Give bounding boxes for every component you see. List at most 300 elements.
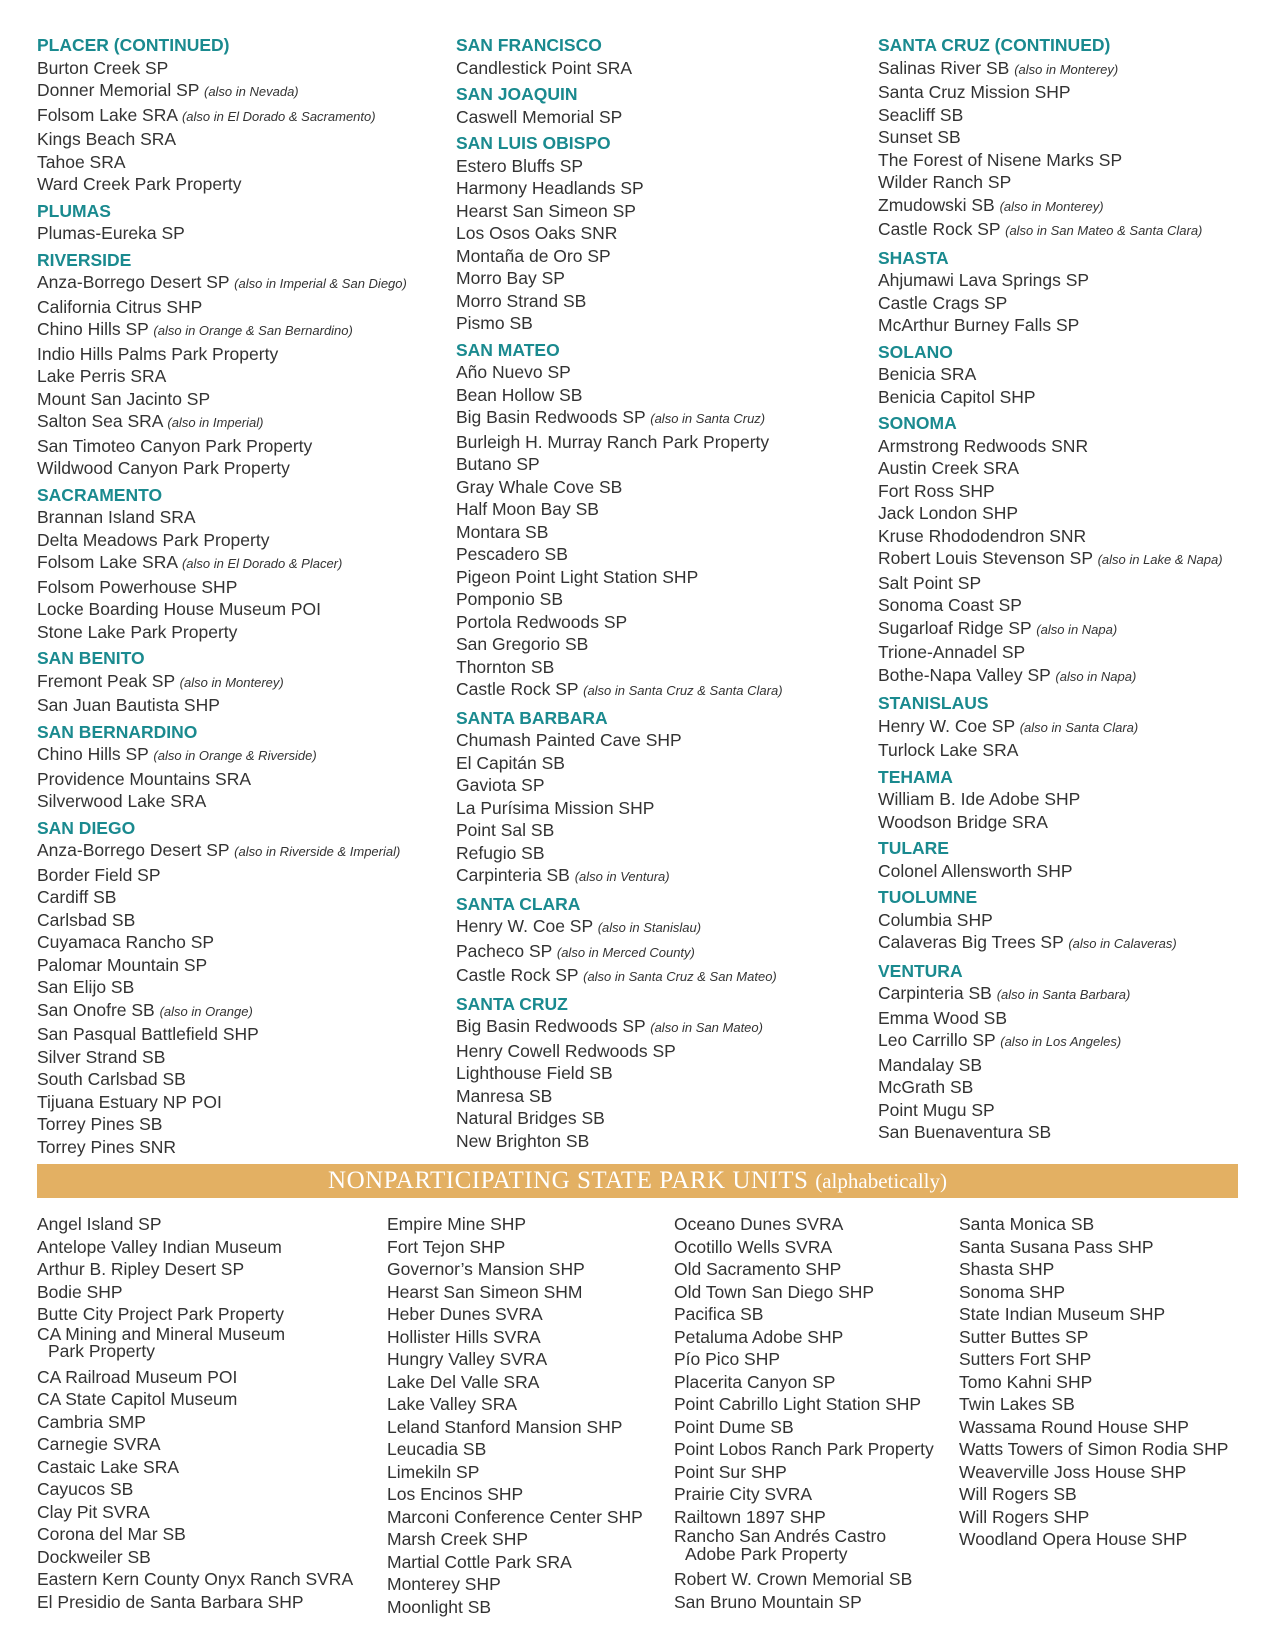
park-name: Hearst San Simeon SHM xyxy=(387,1281,583,1302)
park-item xyxy=(37,151,407,174)
park-item xyxy=(878,149,1223,172)
park-name: Will Rogers SB xyxy=(959,1484,1077,1504)
park-item xyxy=(456,964,783,989)
park-name: Henry Cowell Redwoods SP xyxy=(456,1040,676,1061)
park-item xyxy=(456,633,783,656)
park-name: Tomo Kahni SHP xyxy=(959,1371,1093,1392)
park-name: Wilder Ranch SP xyxy=(878,172,1012,192)
park-name: San Elijo SB xyxy=(37,977,135,997)
county-heading: SANTA CLARA xyxy=(456,893,581,914)
park-name: Salt Point SP xyxy=(878,572,982,593)
park-name: Lake Perris SRA xyxy=(37,366,167,386)
park-item xyxy=(37,976,407,999)
park-name: Santa Susana Pass SHP xyxy=(959,1236,1154,1257)
park-name: Salton Sea SRA xyxy=(37,411,163,431)
park-name: Columbia SHP xyxy=(878,909,993,930)
park-name: Brannan Island SRA xyxy=(37,507,196,527)
nonparticipating-park xyxy=(674,1393,934,1416)
nonparticipating-park xyxy=(674,1591,934,1614)
park-item xyxy=(456,797,783,820)
park-name: Leucadia SB xyxy=(387,1439,487,1459)
park-name: Lake Valley SRA xyxy=(387,1394,518,1414)
park-name: Antelope Valley Indian Museum xyxy=(37,1236,282,1257)
park-item xyxy=(878,547,1223,572)
park-name: Dockweiler SB xyxy=(37,1546,151,1567)
park-name: California Citrus SHP xyxy=(37,296,203,317)
park-name: Twin Lakes SB xyxy=(959,1394,1075,1414)
park-item xyxy=(878,931,1223,956)
park-item xyxy=(37,365,407,388)
nonparticipating-park xyxy=(387,1326,643,1349)
park-name: Cayucos SB xyxy=(37,1479,134,1499)
park-name: Donner Memorial SP xyxy=(37,80,200,100)
nonparticipating-park xyxy=(37,1281,353,1304)
park-item xyxy=(878,314,1223,337)
park-name: Butano SP xyxy=(456,454,540,474)
park-item xyxy=(456,752,783,775)
nonparticipating-park xyxy=(959,1393,1228,1416)
park-name: Point Sal SB xyxy=(456,820,555,840)
park-item xyxy=(37,57,407,80)
park-item xyxy=(456,678,783,703)
park-note: (also in Santa Cruz & San Mateo) xyxy=(583,969,777,984)
park-item xyxy=(37,931,407,954)
park-name: Pismo SB xyxy=(456,313,533,333)
nonparticipating-park xyxy=(959,1483,1228,1506)
park-item xyxy=(456,521,783,544)
park-name: McGrath SB xyxy=(878,1077,974,1097)
nonparticipating-banner xyxy=(37,1164,1238,1198)
park-item xyxy=(37,222,407,245)
park-item xyxy=(878,81,1223,104)
park-item xyxy=(37,435,407,458)
park-name: Torrey Pines SNR xyxy=(37,1136,177,1157)
nonparticipating-park xyxy=(387,1281,643,1304)
park-name: Chumash Painted Cave SHP xyxy=(456,730,682,750)
nonparticipating-park xyxy=(674,1568,934,1591)
park-item xyxy=(37,1091,407,1114)
park-note: (also in Riverside & Imperial) xyxy=(234,844,401,859)
county-heading: VENTURA xyxy=(878,960,963,981)
park-item xyxy=(37,909,407,932)
nonparticipating-park xyxy=(387,1213,643,1236)
park-name: The Forest of Nisene Marks SP xyxy=(878,149,1123,170)
park-item xyxy=(456,361,783,384)
county-heading: TUOLUMNE xyxy=(878,887,978,907)
nonparticipating-park xyxy=(37,1501,353,1524)
park-name: Plumas-Eureka SP xyxy=(37,223,185,243)
nonparticipating-park xyxy=(959,1506,1228,1529)
park-item xyxy=(37,104,407,129)
park-name: Prairie City SVRA xyxy=(674,1484,813,1504)
park-name: Castle Rock SP xyxy=(456,679,579,699)
park-name: Calaveras Big Trees SP xyxy=(878,932,1064,952)
park-name: Limekiln SP xyxy=(387,1461,480,1482)
park-name: Half Moon Bay SB xyxy=(456,499,599,519)
park-item xyxy=(878,860,1223,883)
park-note: (also in Monterey) xyxy=(179,674,284,690)
park-item xyxy=(456,177,783,200)
park-name: Cambria SMP xyxy=(37,1411,146,1432)
park-name: Austin Creek SRA xyxy=(878,458,1020,478)
park-item xyxy=(878,480,1223,503)
county-heading: SANTA CRUZ xyxy=(456,993,568,1014)
park-name: Palomar Mountain SP xyxy=(37,954,208,975)
park-item xyxy=(37,1068,407,1091)
park-item xyxy=(878,909,1223,932)
park-item xyxy=(456,245,783,268)
park-note: (also in Napa) xyxy=(1036,621,1118,637)
nonparticipating-park xyxy=(674,1528,934,1568)
park-item xyxy=(878,363,1223,386)
park-note: (also in Merced County) xyxy=(556,944,695,960)
nonparticipating-park xyxy=(387,1573,643,1596)
park-name: Shasta SHP xyxy=(959,1259,1055,1279)
park-name: Trione-Annadel SP xyxy=(878,642,1026,662)
park-name: Fremont Peak SP xyxy=(37,670,175,691)
park-name: Santa Cruz Mission SHP xyxy=(878,82,1071,102)
park-name: Mandalay SB xyxy=(878,1054,983,1075)
nonparticipating-park xyxy=(37,1591,353,1614)
park-name: Tahoe SRA xyxy=(37,151,126,172)
park-item xyxy=(878,739,1223,762)
county-heading: SAN LUIS OBISPO xyxy=(456,133,611,153)
park-note: (also in Lake & Napa) xyxy=(1097,552,1223,567)
park-name: Weaverville Joss House SHP xyxy=(959,1461,1187,1482)
park-name: Moonlight SB xyxy=(387,1596,492,1617)
park-name: San Pasqual Battlefield SHP xyxy=(37,1024,259,1044)
park-name: South Carlsbad SB xyxy=(37,1069,186,1089)
park-name: Castle Rock SP xyxy=(456,965,579,985)
park-name: Henry W. Coe SP xyxy=(878,715,1015,736)
nonparticipating-park xyxy=(959,1236,1228,1259)
park-note: (also in Los Angeles) xyxy=(1000,1034,1122,1049)
park-name: Chino Hills SP xyxy=(37,319,149,339)
nonparticipating-park xyxy=(37,1236,353,1259)
park-item xyxy=(878,811,1223,834)
park-name: Castaic Lake SRA xyxy=(37,1456,180,1477)
park-note: (also in San Mateo) xyxy=(650,1020,763,1035)
park-name: Monterey SHP xyxy=(387,1574,501,1594)
park-name: Marsh Creek SHP xyxy=(387,1529,529,1549)
park-item xyxy=(878,788,1223,811)
park-name: Bothe-Napa Valley SP xyxy=(878,664,1051,685)
park-item xyxy=(456,729,783,752)
park-name: Burton Creek SP xyxy=(37,57,169,78)
nonparticipating-park xyxy=(959,1303,1228,1326)
park-item xyxy=(878,1121,1223,1144)
park-name: State Indian Museum SHP xyxy=(959,1304,1166,1324)
park-name: Sonoma Coast SP xyxy=(878,595,1022,615)
park-item xyxy=(878,1054,1223,1077)
park-item xyxy=(878,218,1223,243)
park-item xyxy=(37,621,407,644)
park-note: (also in El Dorado & Placer) xyxy=(181,556,343,571)
park-item xyxy=(878,1029,1223,1054)
park-name: Zmudowski SB xyxy=(878,194,995,215)
park-name: Railtown 1897 SHP xyxy=(674,1506,826,1527)
park-item xyxy=(878,525,1223,548)
park-name: Point Lobos Ranch Park Property xyxy=(674,1439,934,1459)
park-name: Gray Whale Cove SB xyxy=(456,476,623,497)
nonparticipating-park xyxy=(387,1236,643,1259)
county-heading: SOLANO xyxy=(878,341,953,362)
park-note: (also in Stanislau) xyxy=(597,920,702,935)
park-item xyxy=(37,768,407,791)
park-item xyxy=(37,999,407,1024)
nonparticipating-park xyxy=(674,1348,934,1371)
nonparticipating-park xyxy=(37,1478,353,1501)
nonparticipating-park xyxy=(37,1323,353,1366)
park-name: Indio Hills Palms Park Property xyxy=(37,343,279,364)
park-name: Pacifica SB xyxy=(674,1304,764,1324)
park-name: Anza-Borrego Desert SP xyxy=(37,840,230,860)
park-name: Manresa SB xyxy=(456,1085,553,1106)
park-item xyxy=(456,57,783,80)
park-note: (also in Nevada) xyxy=(203,84,299,99)
park-item xyxy=(456,611,783,634)
park-name: Refugio SB xyxy=(456,842,545,863)
park-item xyxy=(878,617,1223,642)
park-note: (also in Calaveras) xyxy=(1068,936,1177,951)
nonparticipating-park xyxy=(37,1523,353,1546)
park-item xyxy=(37,79,407,104)
park-name: Armstrong Redwoods SNR xyxy=(878,435,1089,456)
park-name: Sunset SB xyxy=(878,127,961,147)
park-note: (also in Napa) xyxy=(1055,668,1137,684)
park-name: Kings Beach SRA xyxy=(37,129,177,149)
park-item xyxy=(878,435,1223,458)
participating-column-1 xyxy=(37,34,407,1158)
park-name: Castle Rock SP xyxy=(878,219,1001,239)
park-note: (also in Monterey) xyxy=(1014,61,1119,77)
park-item xyxy=(878,57,1223,82)
park-item xyxy=(456,566,783,589)
park-item xyxy=(456,453,783,476)
nonparticipating-park xyxy=(387,1258,643,1281)
park-item xyxy=(456,267,783,290)
park-name: Point Dume SB xyxy=(674,1416,794,1437)
nonparticipating-park xyxy=(37,1388,353,1411)
park-name: San Bruno Mountain SP xyxy=(674,1591,862,1612)
nonparticipating-park xyxy=(959,1528,1228,1551)
nonparticipating-park xyxy=(959,1371,1228,1394)
park-item xyxy=(878,292,1223,315)
park-item xyxy=(37,410,407,435)
nonparticipating-column-1 xyxy=(37,1213,353,1613)
park-item xyxy=(37,1046,407,1069)
nonparticipating-park xyxy=(387,1303,643,1326)
nonparticipating-column-4 xyxy=(959,1213,1228,1551)
park-item xyxy=(878,982,1223,1007)
park-item xyxy=(456,222,783,245)
park-item xyxy=(878,572,1223,595)
park-name: Arthur B. Ripley Desert SP xyxy=(37,1259,245,1279)
park-name: Carpinteria SB xyxy=(456,865,570,885)
park-item xyxy=(878,641,1223,664)
park-item xyxy=(37,743,407,768)
park-name: El Presidio de Santa Barbara SHP xyxy=(37,1591,304,1612)
park-name: Anza-Borrego Desert SP xyxy=(37,272,230,292)
nonparticipating-park xyxy=(674,1371,934,1394)
county-heading: TULARE xyxy=(878,838,949,858)
park-name: Stone Lake Park Property xyxy=(37,621,238,642)
park-name: Marconi Conference Center SHP xyxy=(387,1506,643,1527)
county-heading: SANTA BARBARA xyxy=(456,707,608,728)
park-name: Fort Tejon SHP xyxy=(387,1236,506,1257)
park-name: Salinas River SB xyxy=(878,57,1010,78)
park-item xyxy=(878,457,1223,480)
park-name: La Purísima Mission SHP xyxy=(456,797,655,818)
banner-subtitle: (alphabetically) xyxy=(815,1169,947,1193)
park-name: Will Rogers SHP xyxy=(959,1506,1090,1527)
park-item xyxy=(456,312,783,335)
county-heading: SAN MATEO xyxy=(456,339,560,360)
park-item xyxy=(37,271,407,296)
park-name: Pigeon Point Light Station SHP xyxy=(456,566,699,587)
nonparticipating-park xyxy=(674,1461,934,1484)
park-name-continued: Adobe Park Property xyxy=(685,1543,848,1564)
park-name: Wildwood Canyon Park Property xyxy=(37,458,290,478)
park-item xyxy=(37,694,407,717)
nonparticipating-park xyxy=(674,1281,934,1304)
park-note: (also in Ventura) xyxy=(574,869,670,884)
nonparticipating-column-2 xyxy=(387,1213,643,1618)
park-name: William B. Ide Adobe SHP xyxy=(878,789,1081,809)
nonparticipating-park xyxy=(959,1281,1228,1304)
park-item xyxy=(456,431,783,454)
park-item xyxy=(37,839,407,864)
park-item xyxy=(37,343,407,366)
park-name: Colonel Allensworth SHP xyxy=(878,860,1073,881)
park-name: Big Basin Redwoods SP xyxy=(456,407,646,427)
park-name: Bean Hollow SB xyxy=(456,384,583,405)
nonparticipating-park xyxy=(387,1371,643,1394)
nonparticipating-park xyxy=(387,1438,643,1461)
park-name: Candlestick Point SRA xyxy=(456,57,633,78)
park-name: Old Town San Diego SHP xyxy=(674,1281,875,1302)
park-item xyxy=(456,406,783,431)
park-name: Petaluma Adobe SHP xyxy=(674,1326,844,1347)
nonparticipating-park xyxy=(959,1258,1228,1281)
park-name: Point Mugu SP xyxy=(878,1099,995,1120)
park-note: (also in Santa Cruz & Santa Clara) xyxy=(583,683,783,698)
county-heading: SANTA CRUZ (CONTINUED) xyxy=(878,35,1111,55)
park-name: Oceano Dunes SVRA xyxy=(674,1214,844,1234)
park-name: Los Osos Oaks SNR xyxy=(456,223,618,243)
park-note: (also in Santa Cruz) xyxy=(650,411,766,426)
nonparticipating-park xyxy=(959,1461,1228,1484)
park-note: (also in El Dorado & Sacramento) xyxy=(181,108,376,124)
park-item xyxy=(456,200,783,223)
nonparticipating-park xyxy=(674,1213,934,1236)
park-name: Eastern Kern County Onyx Ranch SVRA xyxy=(37,1569,354,1589)
park-name: Butte City Project Park Property xyxy=(37,1304,285,1324)
park-name: Morro Strand SB xyxy=(456,290,587,311)
park-name: Rancho San Andrés Castro xyxy=(674,1526,887,1546)
nonparticipating-park xyxy=(387,1596,643,1619)
park-item xyxy=(456,915,783,940)
nonparticipating-park xyxy=(37,1258,353,1281)
park-item xyxy=(37,128,407,151)
park-name: Sutters Fort SHP xyxy=(959,1349,1092,1369)
nonparticipating-park xyxy=(387,1416,643,1439)
park-name: Harmony Headlands SP xyxy=(456,178,644,198)
park-item xyxy=(37,173,407,196)
park-name: Hearst San Simeon SP xyxy=(456,200,636,221)
park-item xyxy=(37,506,407,529)
park-name: Ocotillo Wells SVRA xyxy=(674,1236,833,1257)
park-name: Henry W. Coe SP xyxy=(456,916,593,936)
park-name: Angel Island SP xyxy=(37,1214,162,1234)
nonparticipating-park xyxy=(959,1348,1228,1371)
county-heading: TEHAMA xyxy=(878,766,953,787)
park-name: Natural Bridges SB xyxy=(456,1108,605,1128)
county-heading: RIVERSIDE xyxy=(37,249,132,270)
park-item xyxy=(37,1113,407,1136)
park-name: Gaviota SP xyxy=(456,775,545,795)
nonparticipating-park xyxy=(674,1416,934,1439)
park-name: Leland Stanford Mansion SHP xyxy=(387,1416,623,1437)
park-name: Hollister Hills SVRA xyxy=(387,1326,541,1347)
park-name: Martial Cottle Park SRA xyxy=(387,1551,572,1572)
park-item xyxy=(37,1023,407,1046)
nonparticipating-park xyxy=(387,1393,643,1416)
park-note: (also in Orange & Riverside) xyxy=(153,748,317,763)
park-name: Pescadero SB xyxy=(456,544,568,564)
park-name: Thornton SB xyxy=(456,656,555,677)
nonparticipating-park xyxy=(37,1568,353,1591)
park-item xyxy=(456,1085,783,1108)
park-name: Kruse Rhododendron SNR xyxy=(878,525,1087,546)
park-name: Jack London SHP xyxy=(878,503,1019,523)
park-name: Cardiff SB xyxy=(37,887,117,907)
park-item xyxy=(878,1076,1223,1099)
nonparticipating-park xyxy=(674,1506,934,1529)
park-item xyxy=(456,1015,783,1040)
nonparticipating-park xyxy=(387,1483,643,1506)
park-name: Fort Ross SHP xyxy=(878,480,995,501)
park-name: Turlock Lake SRA xyxy=(878,740,1019,760)
park-name: Locke Boarding House Museum POI xyxy=(37,599,322,619)
nonparticipating-park xyxy=(959,1213,1228,1236)
county-heading: SAN JOAQUIN xyxy=(456,84,578,104)
park-item xyxy=(456,1107,783,1130)
park-name: Carpinteria SB xyxy=(878,983,992,1003)
park-name: Folsom Powerhouse SHP xyxy=(37,576,238,597)
park-name: Ward Creek Park Property xyxy=(37,174,242,194)
park-name: Corona del Mar SB xyxy=(37,1524,186,1544)
county-heading: PLACER (CONTINUED) xyxy=(37,35,230,55)
park-name: Burleigh H. Murray Ranch Park Property xyxy=(456,431,770,452)
park-name: El Capitán SB xyxy=(456,752,565,773)
park-item xyxy=(37,954,407,977)
park-item xyxy=(37,318,407,343)
park-item xyxy=(878,664,1223,689)
park-name: Robert Louis Stevenson SP xyxy=(878,548,1093,568)
park-name: Torrey Pines SB xyxy=(37,1114,163,1134)
nonparticipating-park xyxy=(959,1326,1228,1349)
nonparticipating-park xyxy=(387,1551,643,1574)
park-item xyxy=(878,1099,1223,1122)
park-name: Border Field SP xyxy=(37,864,161,885)
park-item xyxy=(456,588,783,611)
park-name: McArthur Burney Falls SP xyxy=(878,315,1080,335)
park-item xyxy=(456,656,783,679)
park-item xyxy=(37,864,407,887)
park-name: Empire Mine SHP xyxy=(387,1214,527,1234)
nonparticipating-park xyxy=(37,1303,353,1326)
